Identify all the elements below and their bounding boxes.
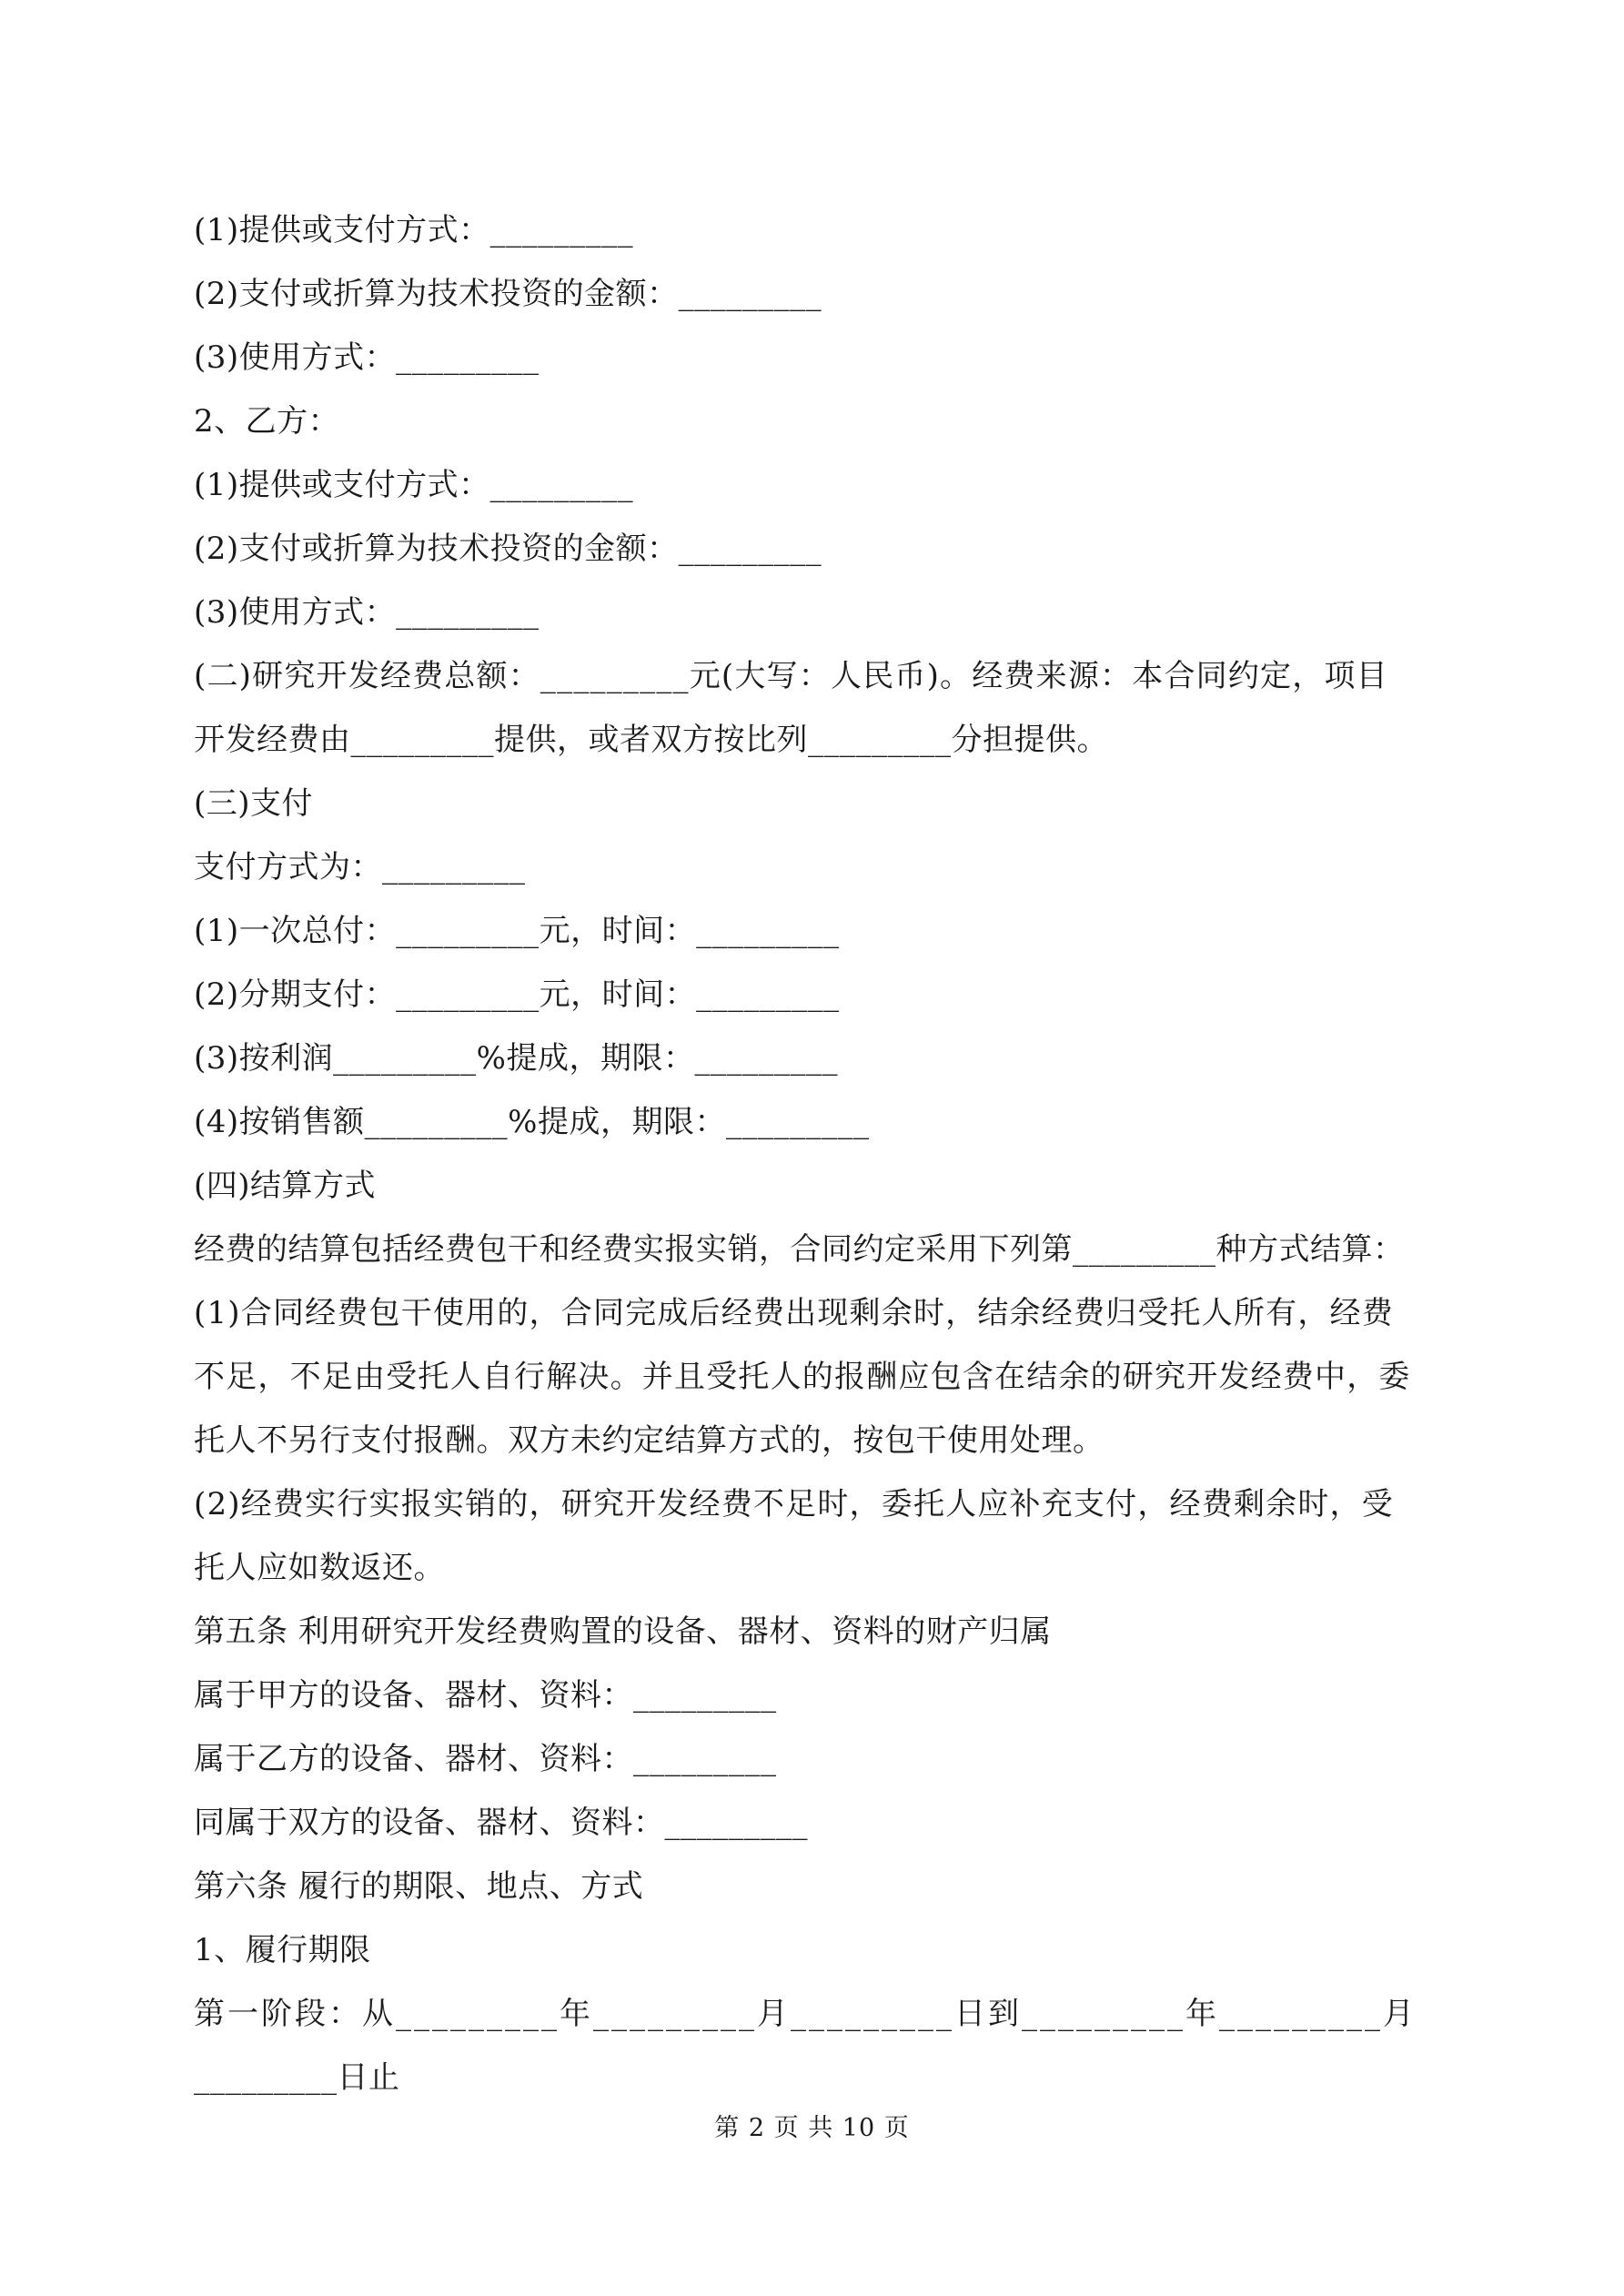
section-heading: 第六条 履行的期限、地点、方式 [194,1868,644,1905]
text-line: (3)使用方式：_________ [194,594,540,631]
text-line: (1)提供或支付方式：_________ [194,467,634,503]
page-number-footer: 第 2 页 共 10 页 [714,2114,910,2142]
text-line: (1)合同经费包干使用的，合同完成后经费出现剩余时，结余经费归受托人所有，经费 [194,1295,1394,1331]
document-body [194,198,1436,2109]
text-line: 属于甲方的设备、器材、资料：_________ [194,1677,777,1714]
text-line: (三)支付 [194,785,314,822]
text-line: 开发经费由_________提供，或者双方按比列_________分担提供。 [194,722,1108,758]
text-line: 属于乙方的设备、器材、资料：_________ [194,1741,777,1777]
text-line: (1)提供或支付方式：_________ [194,212,634,248]
text-line: (3)按利润_________%提成，期限：_________ [194,1040,838,1077]
text-line: 经费的结算包括经费包干和经费实报实销，合同约定采用下列第_________种方式结算： [194,1231,1405,1268]
text-line: 托人不另行支付报酬。双方未约定结算方式的，按包干使用处理。 [194,1422,1105,1459]
text-line: 支付方式为：_________ [194,849,526,885]
text-line: (二)研究开发经费总额：_________元(大写：人民币)。经费来源：本合同约定，项目 [194,658,1388,694]
text-line: _________日止 [194,2059,400,2096]
text-line: (2)支付或折算为技术投资的金额：_________ [194,276,822,312]
text-line: (4)按销售额_________%提成，期限：_________ [194,1104,870,1140]
text-line: (3)使用方式：_________ [194,339,540,376]
text-line: (1)一次总付：_________元，时间：_________ [194,913,840,949]
text-line: (2)分期支付：_________元，时间：_________ [194,976,840,1013]
text-line: 同属于双方的设备、器材、资料：_________ [194,1805,808,1841]
text-line: (四)结算方式 [194,1168,377,1204]
section-heading: 第五条 利用研究开发经费购置的设备、器材、资料的财产归属 [194,1613,1052,1650]
text-line: 1、履行期限 [194,1932,371,1968]
text-line: (2)支付或折算为技术投资的金额：_________ [194,531,822,567]
text-line: 不足，不足由受托人自行解决。并且受托人的报酬应包含在结余的研究开发经费中，委 [194,1359,1411,1395]
text-line: 第一阶段：从_________年_________月_________日到_________年_________月 [194,1996,1417,2032]
text-line: (2)经费实行实报实销的，研究开发经费不足时，委托人应补充支付，经费剩余时，受 [194,1486,1394,1522]
text-line: 2、乙方： [194,403,340,440]
text-line: 托人应如数返还。 [194,1550,445,1586]
